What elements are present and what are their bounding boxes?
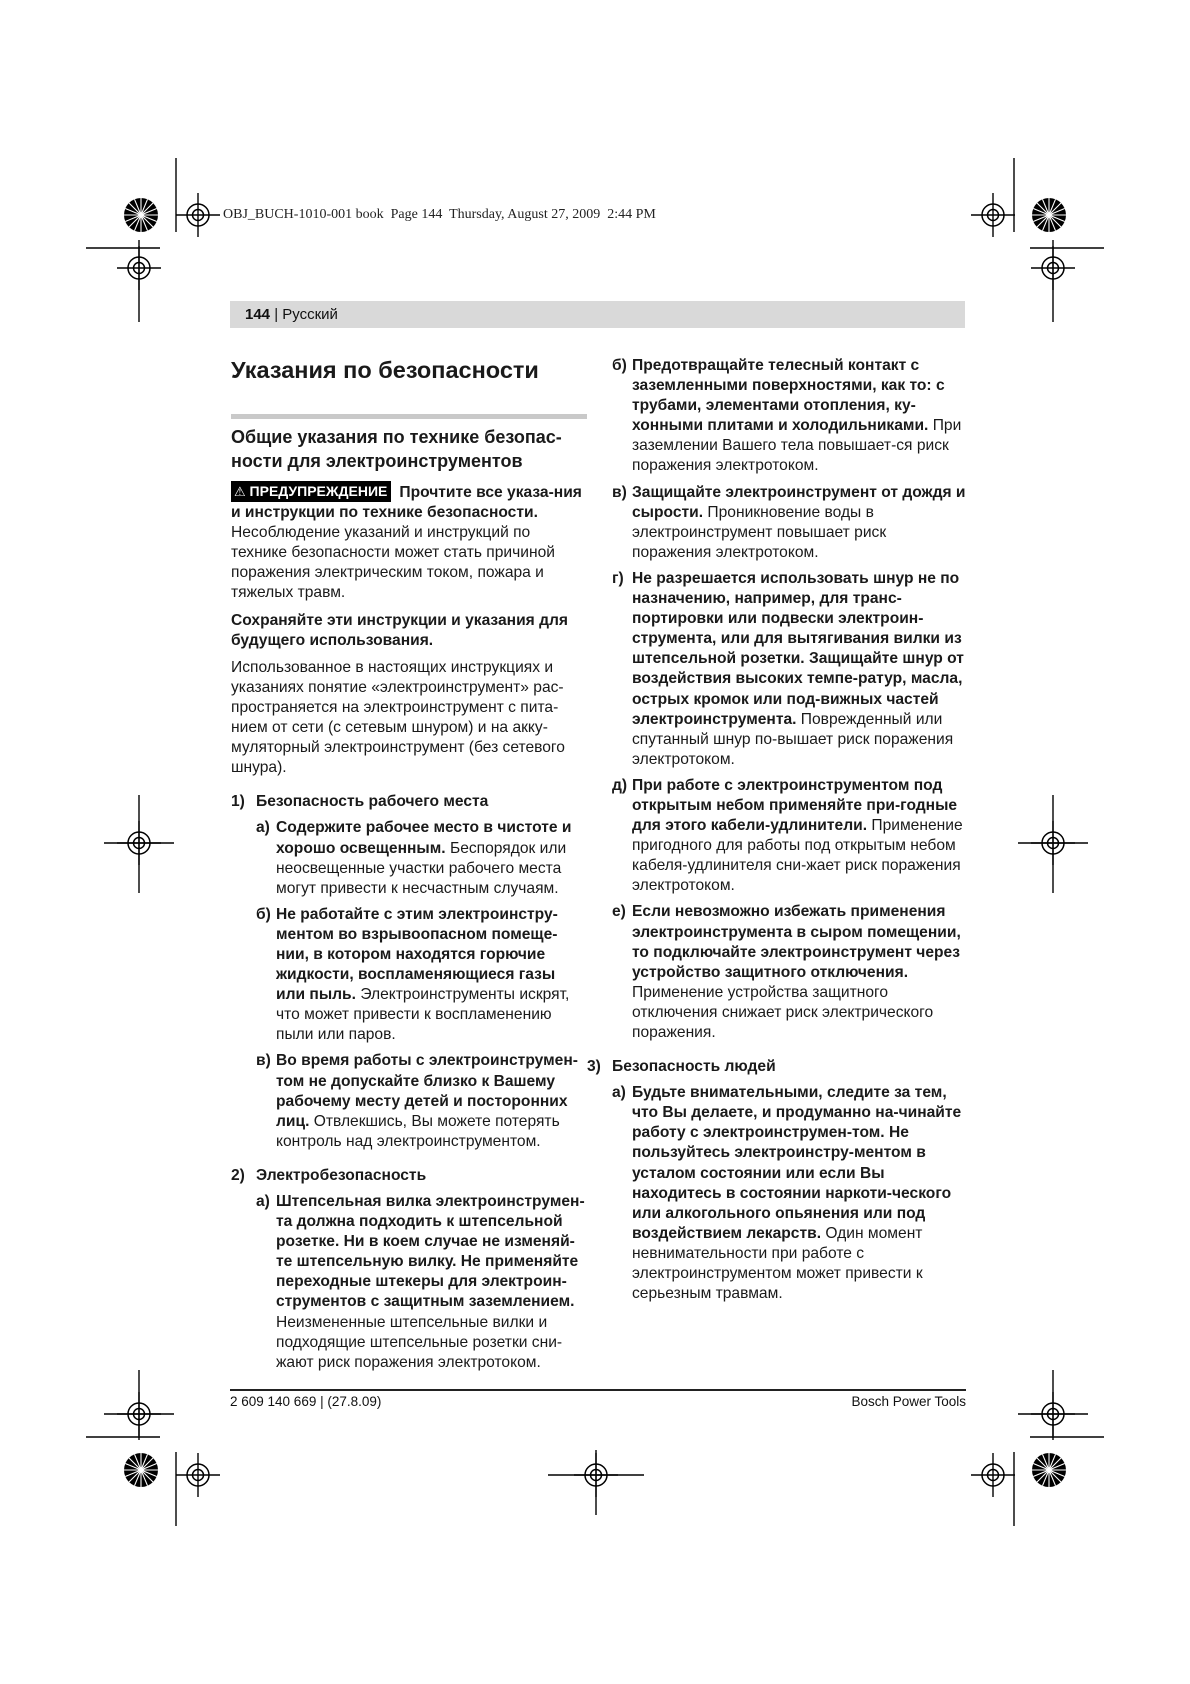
warning-bold: Прочтите все указа-ния и инструкции по технике безопасности.	[231, 484, 582, 522]
list-item	[612, 776, 966, 897]
section-3-heading	[587, 1057, 966, 1077]
keep-instructions: Сохраняйте эти инструкции и указания для будущего использования.	[231, 611, 568, 649]
list-item	[256, 818, 587, 898]
warning-triangle-icon: ⚠	[234, 484, 246, 499]
right-column	[587, 356, 966, 1310]
section-1-heading	[231, 792, 587, 812]
page-title: Указания по безопасности	[231, 357, 539, 383]
item-text: Если невозможно избежать применения электроинструмента в сыром помещении, то подключайте электроинструмент через устройство защитного отключения. Применение устройства защитного отключения снижает риск электрического поражения.	[632, 903, 961, 1041]
section-1-number: 1)	[231, 793, 245, 811]
section-2-items-right	[612, 356, 966, 1043]
item-text: Во время работы с электроинструмен-том не допускайте близко к Вашему рабочему месту детей и посторонних лиц. Отвлекшись, Вы можете потерять контроль над электроинструментом.	[276, 1052, 578, 1150]
header-separator: |	[274, 306, 279, 323]
list-item	[612, 1083, 966, 1304]
section-3-number: 3)	[587, 1058, 601, 1076]
left-column	[231, 356, 587, 1379]
item-letter: в)	[612, 483, 627, 501]
section-3-items	[612, 1083, 966, 1304]
list-item	[612, 569, 966, 770]
item-letter: е)	[612, 903, 626, 921]
warning-badge	[231, 481, 391, 502]
header-language: Русский	[282, 306, 338, 323]
list-item	[612, 902, 966, 1043]
header-text	[245, 306, 338, 323]
footer-doc-number: 2 609 140 669 | (27.8.09)	[230, 1394, 382, 1409]
section-title: Общие указания по технике безопас-ности для электроинструментов	[231, 414, 587, 473]
item-text: Предотвращайте телесный контакт с заземленными поверхностями, как то: с трубами, элементами отопления, ку-хонными плитами и холодильниками. При заземлении Вашего тела повышает-ся риск поражения электротоком.	[632, 357, 962, 475]
item-letter: а)	[256, 1193, 270, 1210]
section-2-number: 2)	[231, 1166, 245, 1184]
footer-divider	[230, 1389, 966, 1391]
list-item	[612, 356, 966, 477]
item-letter: а)	[612, 1084, 626, 1102]
section-1-title: Безопасность рабочего места	[256, 793, 489, 811]
item-letter: б)	[256, 905, 271, 923]
definition-paragraph: Использованное в настоящих инструкциях и указаниях понятие «электроинструмент» рас-пространяется на электроинструмент с пита-нием от сети (с сетевым шнуром) и на акку-муляторный электроинструмент (без сетевого шнура).	[231, 658, 565, 777]
print-slug: OBJ_BUCH-1010-001 book Page 144 Thursday, August 27, 2009 2:44 PM	[223, 207, 656, 222]
section-1-items	[231, 818, 587, 1152]
list-item	[612, 483, 966, 563]
warning-text: Несоблюдение указаний и инструкций по технике безопасности может стать причиной поражения электрическим током, пожара и тяжелых травм.	[231, 524, 555, 602]
item-text: Содержите рабочее место в чистоте и хорошо освещенным. Беспорядок или неосвещенные участки рабочего места могут привести к несчастным случаям.	[276, 819, 572, 897]
item-text: Будьте внимательными, следите за тем, что Вы делаете, и продуманно на-чинайте работу с электроинструмен-том. Не пользуйтесь электроинстру-ментом в усталом состоянии или если Вы находитесь в состоянии наркоти-ческого или алкогольного опьянения или под воздействием лекарств. Один момент невнимательности при работе с электроинструментом может привести к серьезным травмам.	[632, 1084, 962, 1303]
item-text: При работе с электроинструментом под открытым небом применяйте при-годные для этого кабели-удлинители. Применение пригодного для работы под открытым небом кабеля-удлинителя сни-жает риск поражения электротоком.	[632, 776, 963, 895]
item-text: Защищайте электроинструмент от дождя и сырости. Проникновение воды в электроинструмент повышает риск поражения электротоком.	[632, 483, 966, 561]
section-3-title: Безопасность людей	[612, 1058, 776, 1076]
item-letter: б)	[612, 357, 627, 374]
list-item	[256, 1192, 587, 1373]
section-2-title: Электробезопасность	[256, 1166, 427, 1184]
page-number: 144	[245, 306, 271, 323]
list-item	[256, 905, 587, 1046]
warning-badge-label: ПРЕДУПРЕЖДЕНИЕ	[249, 483, 388, 499]
section-2-items-left	[231, 1192, 587, 1373]
item-text: Штепсельная вилка электроинструмен-та должна подходить к штепсельной розетке. Ни в коем случае не изменяй-те штепсельную вилку. Не применяйте переходные штекеры для электроин-струментов с защитным заземлением. Неизмененные штепсельные вилки и подходящие штепсельные розетки сни-жают риск поражения электротоком.	[276, 1193, 585, 1371]
warning-paragraph	[231, 481, 587, 604]
item-text: Не разрешается использовать шнур не по назначению, например, для транс-портировки или подвески электроин-струмента, или для вытягивания вилки из штепсельной розетки. Защищайте шнур от воздействия высоких темпе-ратур, масла, острых кромок или под-вижных частей электроинструмента. Поврежденный или спутанный шнур по-вышает риск поражения электротоком.	[632, 569, 964, 768]
item-letter: д)	[612, 776, 628, 794]
page-header	[230, 301, 965, 328]
item-letter: г)	[612, 569, 624, 587]
section-2-heading	[231, 1166, 587, 1186]
item-letter: а)	[256, 819, 270, 837]
list-item	[256, 1051, 587, 1151]
item-letter: в)	[256, 1052, 271, 1070]
footer-brand: Bosch Power Tools	[851, 1394, 966, 1409]
item-text: Не работайте с этим электроинстру-ментом во взрывоопасном помеще-нии, в котором находятся горючие жидкости, воспламеняющиеся газы или пыль. Электроинструменты искрят, что может привести к воспламенению пыли или паров.	[276, 905, 570, 1044]
